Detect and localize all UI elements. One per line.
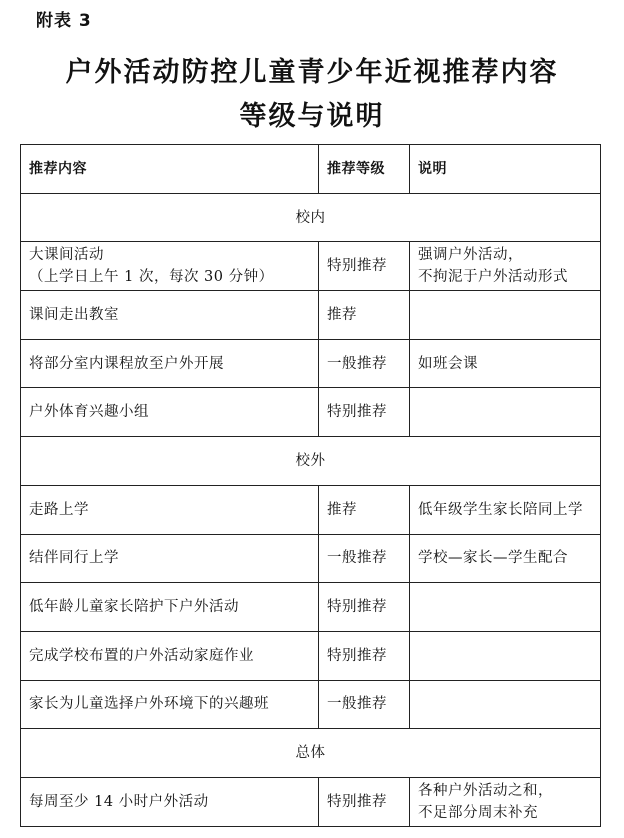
header-note: 说明 (410, 145, 601, 194)
table-body (21, 145, 601, 827)
appendix-label: 附表 3 (36, 11, 92, 31)
content-cell (21, 339, 319, 388)
section-row (21, 193, 601, 242)
note-cell (410, 485, 601, 534)
section-title: 总体 (21, 729, 601, 778)
level-cell: 推荐 (319, 485, 410, 534)
note-text: 低年级学生家长陪同上学 (418, 501, 583, 518)
section-title: 校内 (21, 193, 601, 242)
table-row (21, 583, 601, 632)
page-subtitle: 等级与说明 (239, 101, 385, 132)
level-cell: 特别推荐 (319, 388, 410, 437)
content-text: 完成学校布置的户外活动家庭作业 (29, 647, 254, 664)
note-cell (410, 291, 601, 340)
content-cell (21, 485, 319, 534)
table-row (21, 631, 601, 680)
note-text: 强调户外活动， (418, 247, 523, 264)
table-row (21, 680, 601, 729)
section-row (21, 729, 601, 778)
table-row (21, 388, 601, 437)
header-level: 推荐等级 (319, 145, 410, 194)
note-cell (410, 388, 601, 437)
table-row (21, 291, 601, 340)
note-text: 不拘泥于户外活动形式 (418, 269, 568, 286)
content-cell (21, 534, 319, 583)
table-row (21, 242, 601, 291)
note-text: 不足部分周末补充 (418, 804, 538, 821)
header-content: 推荐内容 (21, 145, 319, 194)
note-text: 如班会课 (418, 355, 478, 372)
content-text: （上学日上午 1 次，每次 30 分钟） (29, 269, 274, 286)
note-cell (410, 534, 601, 583)
note-text: 各种户外活动之和， (418, 782, 553, 799)
level-cell: 特别推荐 (319, 242, 410, 291)
level-cell: 一般推荐 (319, 339, 410, 388)
level-cell: 一般推荐 (319, 680, 410, 729)
content-text: 走路上学 (29, 501, 89, 518)
table-row (21, 777, 601, 826)
content-cell (21, 242, 319, 291)
section-title: 校外 (21, 437, 601, 486)
level-cell: 特别推荐 (319, 777, 410, 826)
note-cell (410, 242, 601, 291)
level-cell: 特别推荐 (319, 583, 410, 632)
content-text: 户外体育兴趣小组 (29, 404, 149, 421)
note-cell (410, 339, 601, 388)
content-text: 家长为儿童选择户外环境下的兴趣班 (29, 696, 269, 713)
recommendation-table (20, 144, 601, 827)
content-cell (21, 583, 319, 632)
content-text: 将部分室内课程放至户外开展 (29, 355, 224, 372)
content-text: 每周至少 14 小时户外活动 (29, 793, 209, 810)
note-cell (410, 777, 601, 826)
content-cell (21, 291, 319, 340)
content-text: 结伴同行上学 (29, 550, 119, 567)
page-title: 户外活动防控儿童青少年近视推荐内容 (65, 57, 559, 88)
content-cell (21, 777, 319, 826)
content-text: 课间走出教室 (29, 306, 119, 323)
content-cell (21, 680, 319, 729)
table-header-row (21, 145, 601, 194)
content-text: 低年龄儿童家长陪护下户外活动 (29, 599, 239, 616)
table-row (21, 339, 601, 388)
table-row (21, 485, 601, 534)
note-text: 学校—家长—学生配合 (418, 550, 568, 567)
table-row (21, 534, 601, 583)
level-cell: 特别推荐 (319, 631, 410, 680)
content-cell (21, 631, 319, 680)
level-cell: 一般推荐 (319, 534, 410, 583)
section-row (21, 437, 601, 486)
note-cell (410, 631, 601, 680)
content-cell (21, 388, 319, 437)
level-cell: 推荐 (319, 291, 410, 340)
note-cell (410, 680, 601, 729)
content-text: 大课间活动 (29, 247, 104, 264)
note-cell (410, 583, 601, 632)
